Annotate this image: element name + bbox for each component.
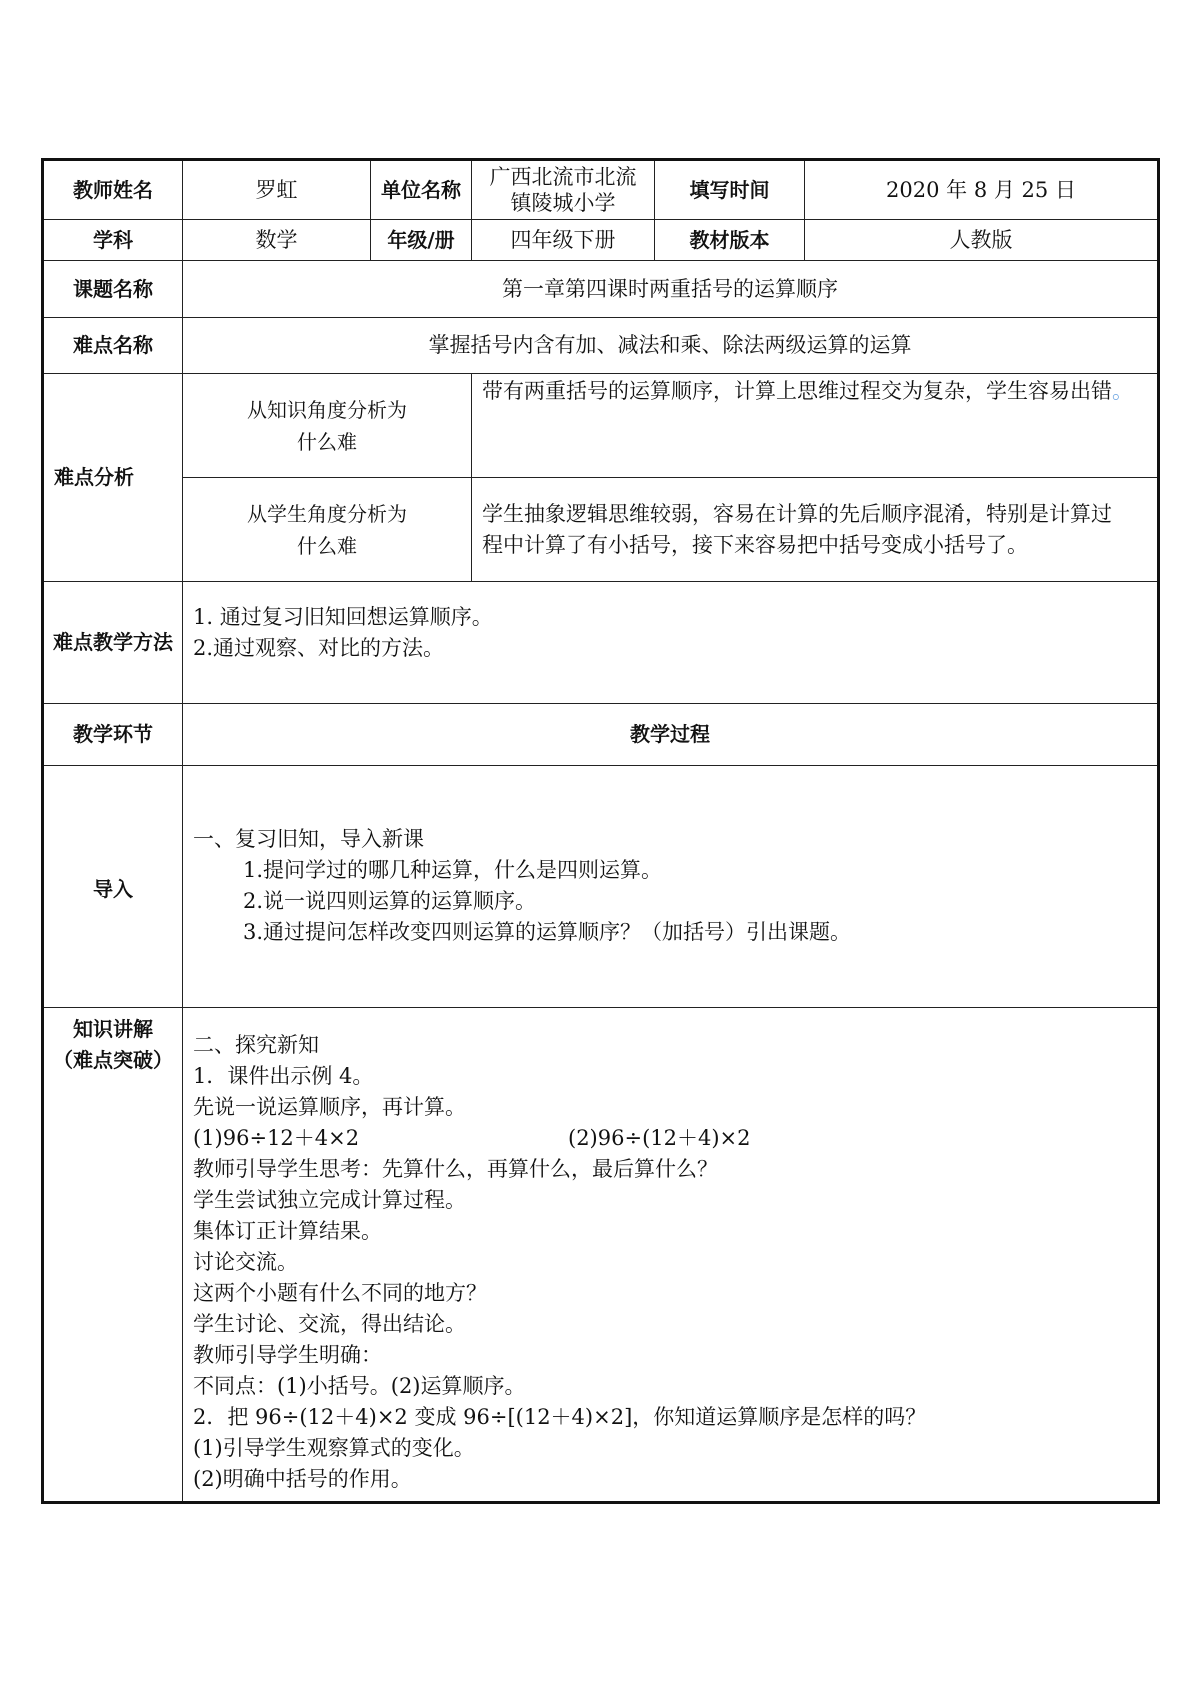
subject-label: 学科 [43, 220, 183, 261]
explain-line-4: 学生尝试独立完成计算过程。 [193, 1188, 466, 1212]
explain-label-line-2: （难点突破） [53, 1048, 173, 1072]
explain-label [43, 1008, 183, 1503]
analysis-row-knowledge [43, 374, 1159, 478]
student-angle-text [472, 478, 1159, 582]
student-angle-label [183, 478, 472, 582]
explain-line-11: 2．把 96÷(12＋4)×2 变成 96÷[(12＋4)×2]，你知道运算顺序是怎样的吗？ [193, 1405, 927, 1429]
student-angle-line-1: 从学生角度分析为 [247, 501, 407, 526]
explain-line-6: 讨论交流。 [193, 1250, 298, 1274]
knowledge-angle-end: 。 [1112, 379, 1133, 403]
explain-line-1: 1．课件出示例 4。 [193, 1064, 374, 1088]
explain-line-5: 集体订正计算结果。 [193, 1219, 382, 1243]
intro-line-0: 一、复习旧知，导入新课 [193, 827, 424, 851]
intro-label: 导入 [43, 766, 183, 1008]
intro-line-3: 3.通过提问怎样改变四则运算的运算顺序？（加括号）引出课题。 [243, 920, 852, 944]
knowledge-angle-line-1: 从知识角度分析为 [247, 397, 407, 422]
process-header-row [43, 704, 1159, 766]
student-angle-text-line-1: 学生抽象逻辑思维较弱，容易在计算的先后顺序混淆，特别是计算过 [482, 501, 1112, 526]
student-angle-line-2: 什么难 [297, 533, 357, 558]
edition-label: 教材版本 [655, 220, 805, 261]
method-text [183, 582, 1159, 704]
intro-line-2: 2.说一说四则运算的运算顺序。 [243, 889, 537, 913]
explain-line-10: 不同点：(1)小括号。(2)运算顺序。 [193, 1374, 526, 1398]
explain-line-0: 二、探究新知 [193, 1033, 319, 1057]
knowledge-angle-text [472, 374, 1159, 478]
explain-line-9: 教师引导学生明确： [193, 1343, 382, 1367]
stage-header: 教学环节 [43, 704, 183, 766]
topic-label: 课题名称 [43, 261, 183, 318]
explain-line-7: 这两个小题有什么不同的地方？ [193, 1281, 487, 1305]
grade-value: 四年级下册 [472, 220, 655, 261]
unit-name-line-2: 镇陵城小学 [510, 191, 616, 215]
explain-line-2: 先说一说运算顺序，再计算。 [193, 1095, 466, 1119]
header-row-2 [43, 220, 1159, 261]
difficulty-value: 掌握括号内含有加、减法和乘、除法两级运算的运算 [183, 318, 1159, 374]
expression-row [193, 1123, 1147, 1154]
knowledge-angle-label [183, 374, 472, 478]
method-line-1: 1. 通过复习旧知回想运算顺序。 [193, 605, 493, 629]
subject-value: 数学 [183, 220, 371, 261]
unit-label: 单位名称 [371, 160, 472, 220]
expression-1: (1)96÷12＋4×2 [193, 1126, 360, 1150]
topic-row [43, 261, 1159, 318]
explain-label-line-1: 知识讲解 [73, 1017, 153, 1041]
method-line-2: 2.通过观察、对比的方法。 [193, 636, 445, 660]
knowledge-angle-body: 带有两重括号的运算顺序，计算上思维过程交为复杂，学生容易出错 [482, 379, 1112, 403]
method-row [43, 582, 1159, 704]
unit-name [472, 160, 655, 220]
expression-2: (2)96÷(12＋4)×2 [568, 1126, 751, 1150]
date-label: 填写时间 [655, 160, 805, 220]
lesson-plan-table [41, 158, 1160, 1504]
teacher-name: 罗虹 [183, 160, 371, 220]
difficulty-row [43, 318, 1159, 374]
method-label: 难点教学方法 [43, 582, 183, 704]
explain-line-3: 教师引导学生思考：先算什么，再算什么，最后算什么？ [193, 1157, 718, 1181]
student-angle-text-line-2: 程中计算了有小括号，接下来容易把中括号变成小括号了。 [482, 532, 1028, 557]
grade-label: 年级/册 [371, 220, 472, 261]
teacher-label: 教师姓名 [43, 160, 183, 220]
difficulty-label: 难点名称 [43, 318, 183, 374]
intro-line-1: 1.提问学过的哪几种运算，什么是四则运算。 [243, 858, 663, 882]
explain-line-12: (1)引导学生观察算式的变化。 [193, 1436, 475, 1460]
edition-value: 人教版 [805, 220, 1159, 261]
explain-line-8: 学生讨论、交流，得出结论。 [193, 1312, 466, 1336]
explain-row [43, 1008, 1159, 1503]
unit-name-line-1: 广西北流市北流 [489, 165, 637, 189]
header-row-1 [43, 160, 1159, 220]
explain-line-13: (2)明确中括号的作用。 [193, 1467, 412, 1491]
intro-text [183, 766, 1159, 1008]
analysis-label: 难点分析 [43, 374, 183, 582]
topic-value: 第一章第四课时两重括号的运算顺序 [183, 261, 1159, 318]
knowledge-angle-line-2: 什么难 [297, 429, 357, 454]
date-value: 2020 年 8 月 25 日 [805, 160, 1159, 220]
analysis-row-student [43, 478, 1159, 582]
process-header: 教学过程 [183, 704, 1159, 766]
explain-text [183, 1008, 1159, 1503]
intro-row [43, 766, 1159, 1008]
